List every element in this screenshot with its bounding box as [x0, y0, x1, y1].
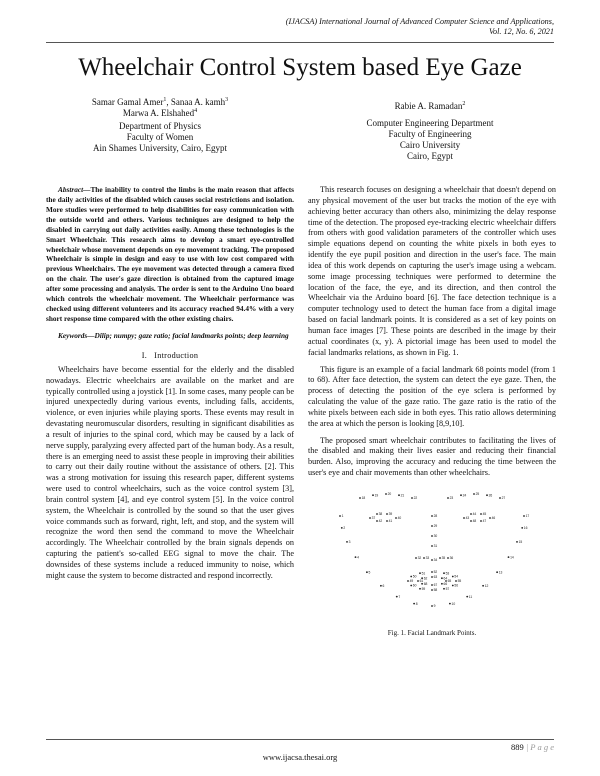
landmark-number: 5: [368, 570, 371, 575]
landmark-number: 46: [491, 516, 496, 521]
landmark-number: 40: [397, 516, 402, 521]
affiliation-line: Computer Engineering Department: [366, 118, 494, 128]
landmark-number: 39: [388, 512, 393, 517]
landmark-number: 49: [409, 579, 414, 584]
author-names-line1: [320, 101, 540, 112]
author-index: 2: [462, 101, 466, 107]
landmark-number: 63: [433, 575, 438, 580]
author-index: 4: [194, 108, 198, 114]
landmark-number: 33: [425, 556, 430, 561]
landmark-points: [339, 492, 529, 608]
author-name: , Sanaa A. kamh: [166, 97, 226, 107]
landmark-plot: [308, 486, 556, 626]
landmark-number: 2: [343, 526, 346, 531]
landmark-number: 23: [449, 496, 454, 501]
landmark-number: 45: [482, 512, 487, 517]
landmark-number: 53: [445, 571, 450, 576]
intro-paragraph: Wheelchairs have become essential for the elderly and the disabled nowadays. Electric wheelchairs are available on the market and are typically controlled using a joystick [1]. In some cases, many people can be injured unexpectedly during various events, including falls, accidents, violence, or even injuries while playing sports. These events may result in devastating neuromuscular disorders, resulting in significant disabilities as a result of injuries to the spinal cord, which may be caused by a lack of nerve supply, paralyzing every affected part of the human body. As a result, there is an emerging need to assist these people in improving their abilities to carry out their daily routine without the assistance of others. [2]. This was a strong motivation for issuing this research paper, different systems were used to control wheelchairs, such as the voice control system [3], brain control system [4], and eye control system [5]. In the voice control system, the Wheelchair is controlled by the sound so that the user gives voice commands such as forward, right, left, and stop, and the system will recognize the word then send the command to move the Wheelchair accordingly. The Wheelchair controlled by the brain signals depends on capturing the patient's so-called EEG signal to move the chair. The downsides of these systems include a reduced immunity to noise, which might cause the system to become distracted and respond incorrectly.: [46, 364, 294, 580]
journal-volume: Vol. 12, No. 6, 2021: [488, 27, 554, 36]
affiliation-line: Ain Shames University, Cairo, Egypt: [93, 143, 227, 153]
abstract-text: The inability to control the limbs is the main reason that affects the daily activities of the disabled which causes social restrictions and isolation. More studies were performed to help disabilities for easy communication with the outside world and others. Various techniques are designed to help the disabled in carrying out daily activities easily. Among these technologies is the Smart Wheelchair. This research aims to develop a smart eye-controlled wheelchair whose movement depends on eye movement tracking. The proposed Wheelchair is simple in design and easy to use with low cost compared with previous Wheelchairs. The eye movement was detected through a camera fixed on the chair. The user's gaze direction is obtained from the captured image after some processing and analysis. The order is sent to the Arduino Uno board which controls the wheelchair movement. The Wheelchair performance was checked using different volunteers and its accuracy reached 94.4% with a very short response time compared with the other existing chairs.: [46, 185, 294, 323]
page-number-value: 889: [510, 742, 524, 752]
landmark-number: 65: [447, 579, 452, 584]
landmark-number: 47: [482, 519, 487, 524]
landmark-number: 35: [441, 556, 446, 561]
landmark-number: 56: [454, 583, 459, 588]
section-number: I.: [141, 350, 148, 360]
author-block-right: [320, 101, 540, 162]
landmark-number: 64: [443, 576, 448, 581]
landmark-number: 54: [454, 574, 459, 579]
landmark-number: 1: [341, 514, 344, 519]
landmark-number: 29: [433, 524, 438, 529]
footer-rule: [46, 739, 554, 740]
affiliation-line: Cairo, Egypt: [407, 151, 453, 161]
landmark-number: 32: [417, 556, 422, 561]
landmark-number: 38: [378, 512, 383, 517]
landmark-number: 68: [423, 581, 428, 586]
body-paragraph: This research focuses on designing a wheelchair that doesn't depend on any physical movement of the user but tracks the motion of the eye with achieving better accuracy than others also, minimizing the delay response time of the detection. The proposed eye-tracking electric wheelchair differs from others with good validation parameters of the controller which uses simple equations depend on counting the white pixels in both eyes to identify the eye pupil position and direction in the user's face. The main idea of this work depends on capturing the user's image using a webcam. some image processing techniques were performed to determine the location of the face, the eye, and its direction, and then control the Wheelchair via the Arduino board [6]. The face detection technique is a computer technology used to detect the human face from a digital image based on facial landmark points. It is considered as a set of key points on human face images [7]. These points are described in the image by their actual coordinates (x, y). A pictorial image has been used to model the facial landmarks relations, as shown in Fig. 1.: [308, 185, 556, 357]
landmark-number: 43: [465, 516, 470, 521]
landmark-number: 24: [462, 493, 467, 498]
section-title: Introduction: [154, 350, 199, 360]
landmark-number: 25: [475, 492, 480, 497]
landmark-number: 62: [423, 576, 428, 581]
landmark-number: 59: [421, 586, 426, 591]
affiliation-line: Department of Physics: [119, 121, 201, 131]
landmark-number: 50: [412, 574, 417, 579]
affiliation-line: Faculty of Women: [126, 132, 194, 142]
landmark-number: 61: [419, 579, 424, 584]
right-column: [308, 185, 556, 638]
figure-facial-landmarks: [308, 486, 556, 626]
author-index: 1: [163, 97, 167, 103]
landmark-number: 27: [501, 496, 506, 501]
landmark-number: 8: [415, 601, 418, 606]
landmark-number: 16: [523, 526, 528, 531]
landmark-number: 22: [413, 496, 418, 501]
page-number: [511, 742, 554, 752]
body-paragraph: The proposed smart wheelchair contributes to facilitating the lives of the disabled and making their lives easier and reducing their financial burden. Also, improving the accuracy and reducing the time between the user's eye and chair movements than other wheelchairs.: [308, 435, 556, 478]
author-names-line1: [60, 97, 260, 108]
journal-name: (IJACSA) International Journal of Advanced Computer Science and Applications,: [285, 17, 554, 26]
figure-caption: Fig. 1. Facial Landmark Points.: [387, 628, 477, 637]
landmark-number: 34: [433, 558, 438, 563]
left-column: [46, 185, 294, 582]
affiliation-line: Cairo University: [399, 140, 461, 150]
landmark-number: 60: [412, 583, 417, 588]
landmark-number: 55: [457, 579, 462, 584]
author-name: Rabie A. Ramadan: [394, 101, 463, 111]
landmark-number: 57: [445, 586, 450, 591]
landmark-number: 51: [421, 571, 426, 576]
keywords: Keywords—Dilip; numpy; gaze ratio; facial landmarks points; deep learning: [58, 330, 289, 340]
landmark-number: 10: [451, 601, 456, 606]
landmark-number: 18: [361, 496, 366, 501]
landmark-number: 11: [468, 594, 473, 599]
author-name: Marwa A. Elshahed: [122, 108, 195, 118]
landmark-number: 67: [433, 583, 438, 588]
landmark-number: 30: [433, 534, 438, 539]
landmark-number: 3: [348, 540, 351, 545]
landmark-number: 26: [488, 493, 493, 498]
landmark-number: 12: [484, 583, 489, 588]
landmark-number: 13: [498, 570, 503, 575]
landmark-number: 6: [382, 583, 385, 588]
footer-url: www.ijacsa.thesai.org: [262, 752, 338, 762]
author-index: 3: [225, 97, 229, 103]
landmark-number: 44: [472, 512, 477, 517]
body-paragraph: This figure is an example of a facial landmark 68 points model (from 1 to 68). After face detection, the system can detect the eye gaze. Then, the process of detecting the position of the eye sclera is performed by calculating the value of the gaze ratio. The gaze ratio is the ratio of the white pixels between each side in both eyes. This ratio allows determining the area at which the person is looking [8,9,10].: [308, 364, 556, 428]
landmark-number: 19: [374, 493, 379, 498]
header-rule: [46, 42, 554, 43]
landmark-number: 4: [357, 555, 359, 560]
landmark-number: 17: [525, 514, 530, 519]
abstract-lead: Abstract—: [58, 185, 91, 194]
abstract: [46, 185, 294, 324]
landmark-number: 14: [510, 555, 514, 560]
paper-title: Wheelchair Control System based Eye Gaze: [78, 54, 522, 81]
landmark-number: 52: [433, 570, 438, 575]
landmark-number: 42: [378, 519, 383, 524]
landmark-number: 41: [388, 519, 393, 524]
landmark-number: 48: [472, 519, 477, 524]
landmark-number: 15: [518, 540, 523, 545]
affiliation-line: Faculty of Engineering: [388, 129, 472, 139]
landmark-number: 7: [398, 594, 401, 599]
page-label: | P a g e: [523, 742, 554, 752]
author-names-line2: [60, 108, 260, 119]
landmark-number: 58: [433, 588, 438, 593]
author-name: Samar Gamal Amer: [91, 97, 164, 107]
section-heading: [46, 350, 294, 361]
landmark-number: 9: [433, 604, 436, 609]
landmark-number: 21: [400, 493, 405, 498]
landmark-number: 20: [387, 492, 392, 497]
author-block-left: [60, 97, 260, 154]
landmark-number: 28: [433, 514, 438, 519]
landmark-number: 31: [433, 544, 438, 549]
journal-header: [286, 17, 554, 37]
landmark-number: 37: [371, 516, 376, 521]
landmark-number: 66: [443, 581, 448, 586]
landmark-number: 36: [449, 556, 454, 561]
